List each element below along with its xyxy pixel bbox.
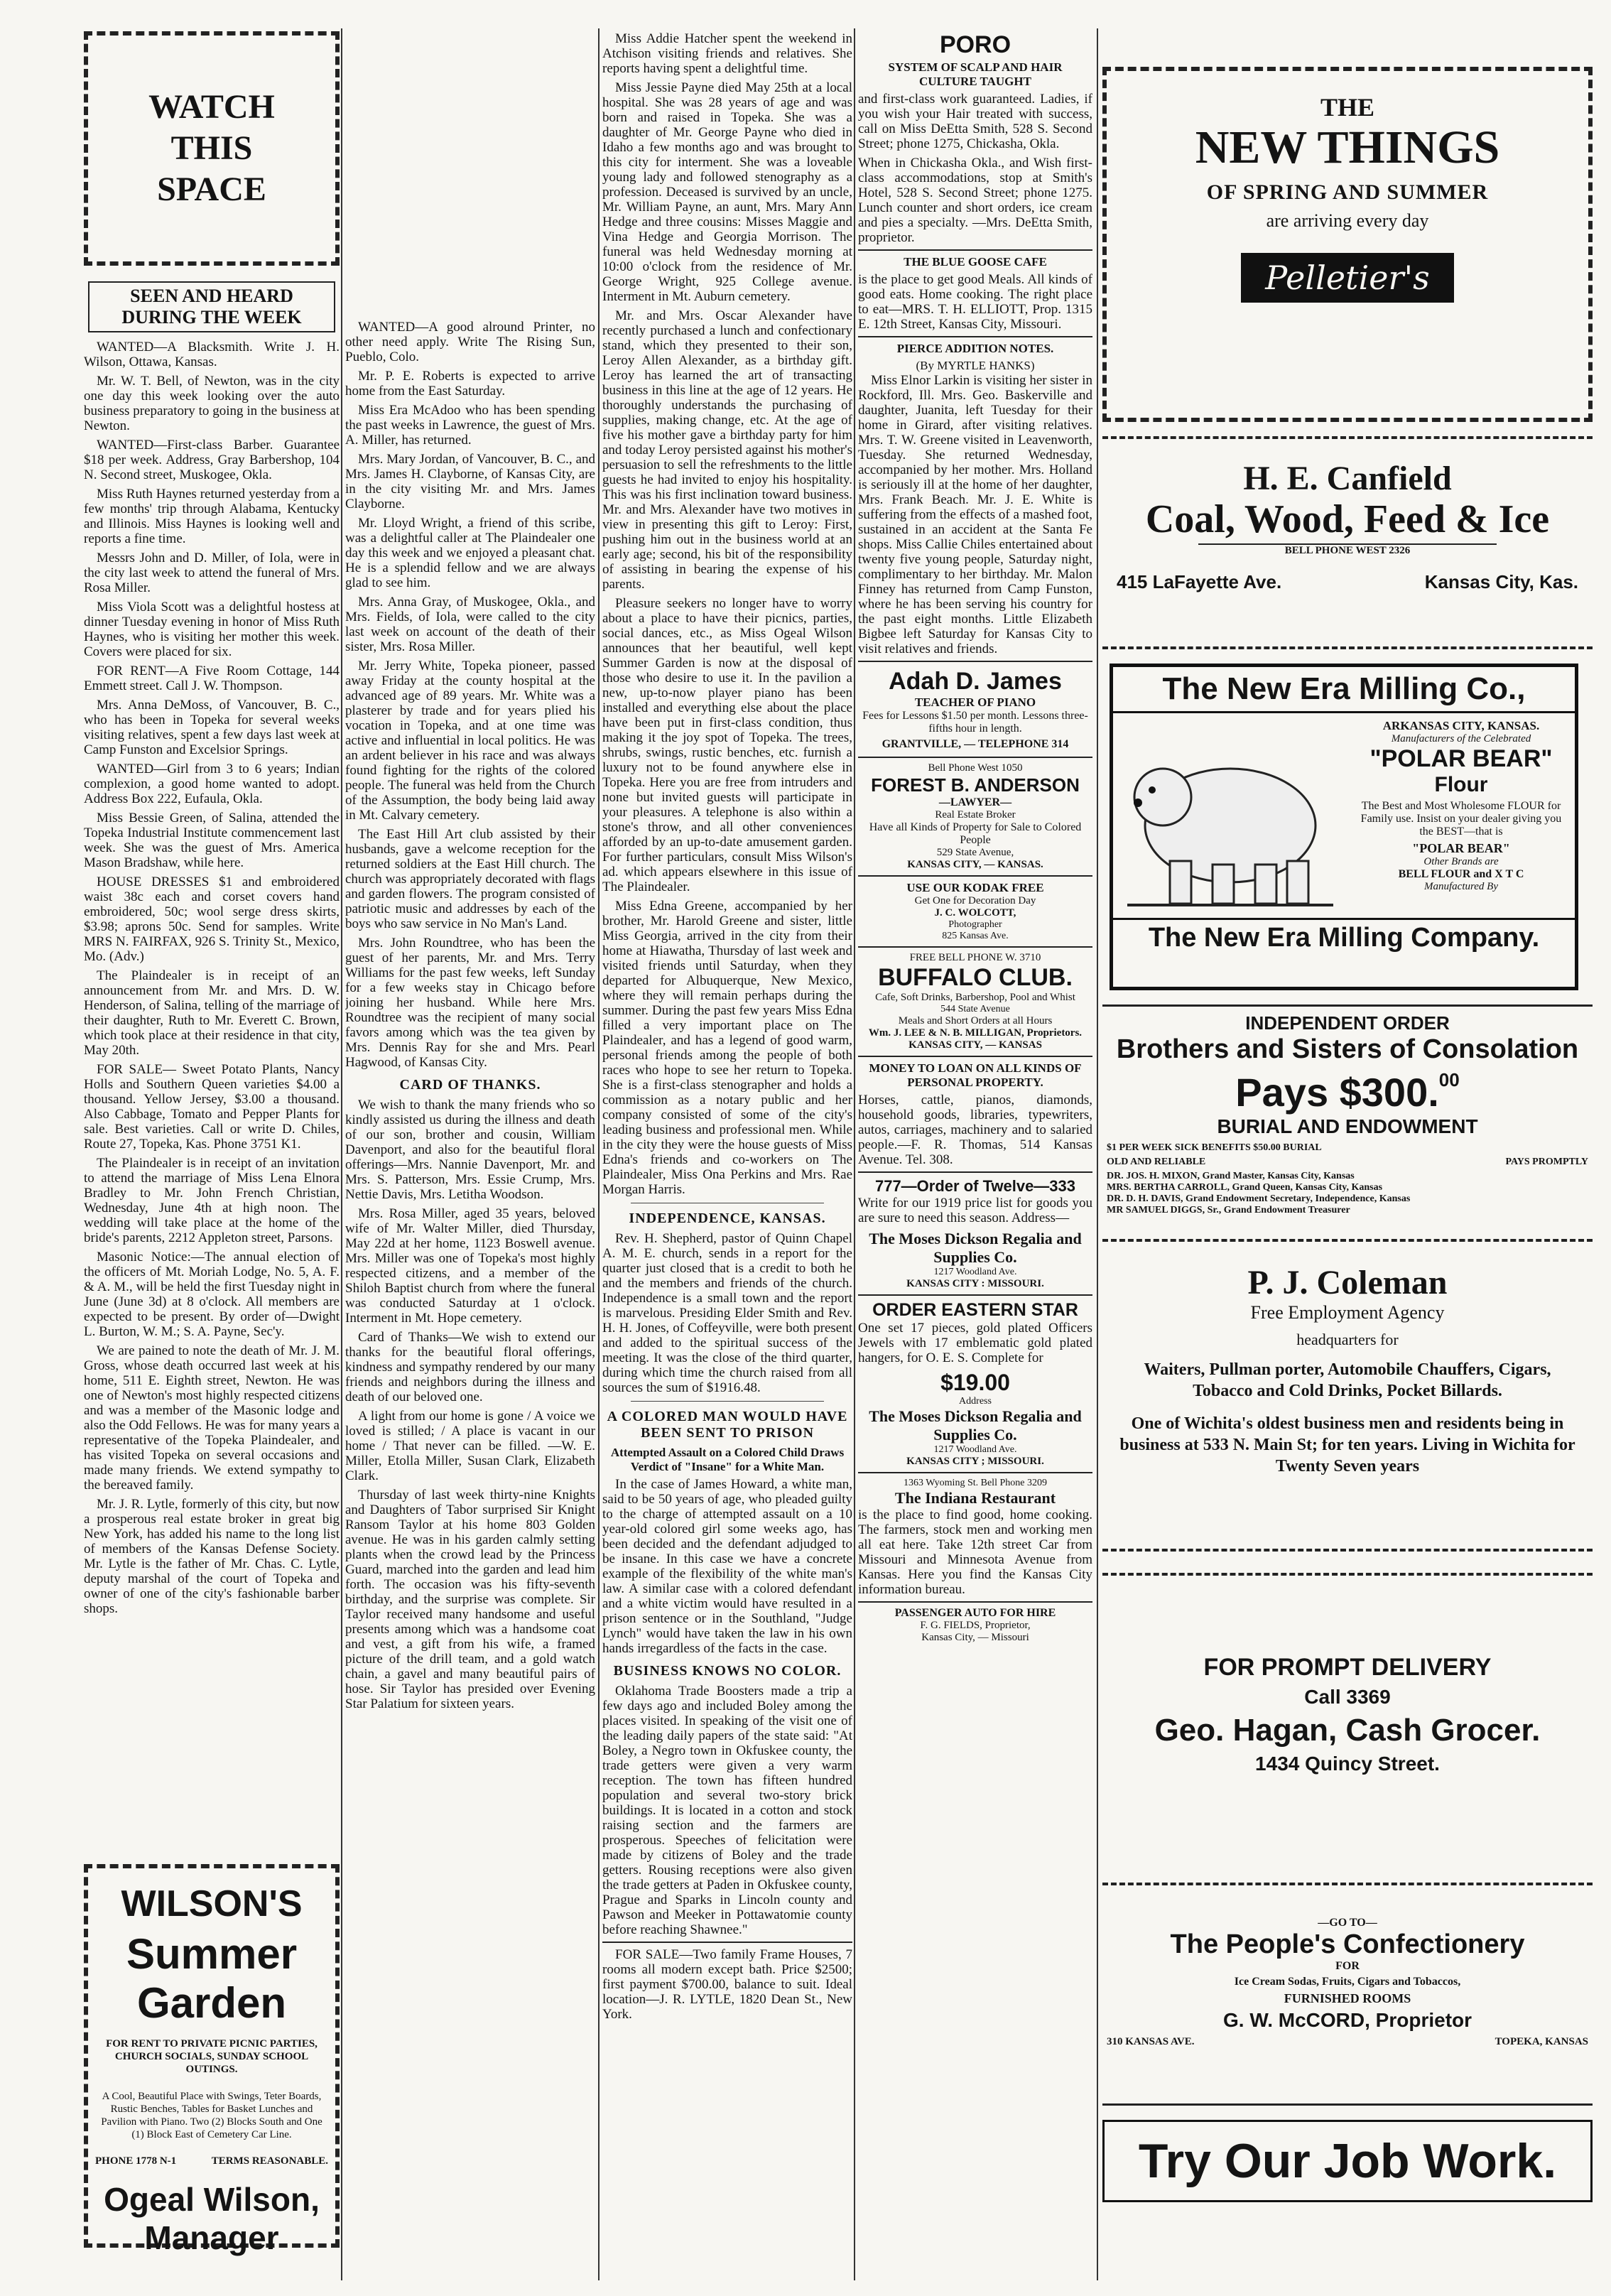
poro-title: PORO <box>939 31 1011 58</box>
buffalo-props: Wm. J. LEE & N. B. MILLIGAN, Proprietors. <box>868 1027 1083 1039</box>
people-items: Ice Cream Sodas, Fruits, Cigars and Tobaccos, <box>1234 1976 1461 1988</box>
hagan-name: Geo. Hagan, Cash Grocer. <box>1154 1713 1541 1748</box>
anderson-text: Have all Kinds of Property for Sale to Colored People <box>869 821 1082 846</box>
indiana-text: is the place to find good, home cooking. The farmers, stock men and working men all eat here. Take 12th street Car from Missouri and Minnesota Avenue from Kansas. Here you find the Kansas City information bureau. <box>858 1507 1092 1597</box>
anderson-ad <box>858 762 1092 871</box>
news-item: The Plaindealer is in receipt of an invitation to attend the marriage of Miss Lena Elnora Bradley to Mr. John French Christian, Wednesday, June 4th at high noon. The wedding will take place at the home of the bride's parents, 2212 Appleton street, Parsons. <box>84 1156 340 1245</box>
canfield-name: H. E. Canfield <box>1243 460 1452 497</box>
news-item: A light from our home is gone / A voice we loved is stilled; / A place is vacant in our home / That never can be filled. —W. E. Miller, Etolla Miller, Susan Clark, Elizabeth Clark. <box>345 1409 595 1483</box>
kodak-addr: 825 Kansas Ave. <box>942 931 1009 941</box>
milling-title: The New Era Milling Co., <box>1113 667 1575 713</box>
buffalo-name: BUFFALO CLUB. <box>878 964 1073 991</box>
news-items <box>602 31 852 1197</box>
blue-goose-title: THE BLUE GOOSE CAFE <box>904 255 1047 269</box>
poro-text: and first-class work guaranteed. Ladies, if you wish your Hair treated with success, call on Miss DeEtta Smith, 528 S. Second Street; phone 1275, Chickasha, Okla. <box>858 92 1092 151</box>
column-rule <box>854 28 855 2280</box>
new-things-ad <box>1102 67 1593 422</box>
news-item: Mr. Lloyd Wright, a friend of this scribe, was a delightful caller at The Plaindealer one day this week and we enjoyed a pleasant chat. He is a splendid fellow and we are always glad to see him. <box>345 516 595 590</box>
hagan-call: Call 3369 <box>1304 1686 1391 1708</box>
milling-bottom: The New Era Milling Company. <box>1113 918 1575 953</box>
kodak-ad <box>858 881 1092 942</box>
wilson-phone: PHONE 1778 N-1 <box>95 2155 177 2167</box>
news-item: WANTED—Girl from 3 to 6 years; Indian complexion, a good home wanted to adopt. Address Box 222, Eufaula, Okla. <box>84 762 340 806</box>
milling-other: Other Brands are <box>1423 856 1499 867</box>
hagan-addr: 1434 Quincy Street. <box>1255 1753 1440 1775</box>
news-item: Mr. J. R. Lytle, formerly of this city, but now a prosperous real estate broker in great big New York, has added his name to the long list of members of the Kansas Defense Society. Mr. Lytle is the father of Mr. Chas. C. Lytle, deputy marshal of the court of Topeka and owner of one of the city's fashionable barber shops. <box>84 1497 340 1616</box>
anderson-city: KANSAS CITY, — KANSAS. <box>907 859 1043 870</box>
eastern-star-title: ORDER EASTERN STAR <box>872 1300 1078 1320</box>
new-things-the: THE <box>1320 93 1375 121</box>
colored-man-sub: Attempted Assault on a Colored Child Draws Verdict of "Insane" for a White Man. <box>610 1446 845 1473</box>
anderson-role: —LAWYER— <box>938 796 1012 808</box>
business-title: BUSINESS KNOWS NO COLOR. <box>613 1663 842 1679</box>
money-title: MONEY TO LOAN ON ALL KINDS OF PERSONAL PROPERTY. <box>869 1061 1082 1089</box>
news-item: Mrs. Anna Gray, of Muskogee, Okla., and Mrs. Fields, of Iola, were called to the city last week on account of the death of their sister, Mrs. Rosa Miller. <box>345 595 595 654</box>
milling-loc: ARKANSAS CITY, KANSAS. <box>1382 719 1540 732</box>
news-item: Mr. W. T. Bell, of Newton, was in the city one day this week looking over the auto business preparatory to going in the business at Newton. <box>84 374 340 433</box>
card-of-thanks-text: We wish to thank the many friends who so kindly assisted us during the illness and death of our son, brother and cousin, William Davenport, and also for the beautiful floral offerings—Mrs. Nannie Davenport, Mr. and Mrs. S. Patterson, Mrs. Essie Crump, Mrs. Nettie Davis, Mrs. Letitha Woodson. <box>345 1098 595 1202</box>
canfield-title: Coal, Wood, Feed & Ice <box>1145 497 1550 541</box>
news-item: Mr. Jerry White, Topeka pioneer, passed away Friday at the county hospital at the advanced age of 89 years. Mr. White was a plasterer by trade and for years plied his vocation in Topeka, and at one time was active and influential in local politics. He was an ardent believer in his race and was always found fighting for the rights of the colored people. The funeral was held from the Church of the Assumption, the body being laid away in Mt. Calvary cemetery. <box>345 659 595 823</box>
column-rule <box>341 28 342 2280</box>
milling-other2: BELL FLOUR and X T C <box>1398 868 1524 880</box>
milling-text: The Best and Most Wholesome FLOUR for Family use. Insist on your dealer giving you the BEST—that is <box>1360 800 1562 838</box>
kodak-role: Photographer <box>948 919 1002 930</box>
news-item: Mrs. John Roundtree, who has been the guest of her parents, Mr. and Mrs. Terry Williams for the past few weeks, left Sunday for a few weeks stay in Chicago before joining her husband. While here Mrs. Roundtree was the recipient of many social favors among which was the tea given by Mrs. Dennis Ray for she and Mrs. Pearl Hagwood, of Kansas City. <box>345 936 595 1070</box>
column-2 <box>345 320 595 2096</box>
news-item: Miss Ruth Haynes returned yesterday from a few months' trip through Alabama, Kentucky and Illinois. Miss Haynes is looking well and reports a fine time. <box>84 487 340 546</box>
order-officer: DR. D. H. DAVIS, Grand Endowment Secretary, Independence, Kansas <box>1107 1193 1411 1204</box>
colored-man-title: A COLORED MAN WOULD HAVE BEEN SENT TO PRISON <box>607 1409 848 1441</box>
news-item: WANTED—A Blacksmith. Write J. H. Wilson, Ottawa, Kansas. <box>84 340 340 369</box>
anderson-phone: Bell Phone West 1050 <box>928 762 1023 774</box>
news-item: Mrs. Mary Jordan, of Vancouver, B. C., and Mrs. James H. Clayborne, of Kansas City, are in the city visiting Mr. and Mrs. James Clayborne. <box>345 452 595 511</box>
order-name: Brothers and Sisters of Consolation <box>1116 1034 1579 1064</box>
news-item: We are pained to note the death of Mr. J. M. Gross, whose death occurred last week at his home, 511 E. Eighth street, Newton. He was one of Newton's most highly respected citizens and was a member of the Masonic lodge and also the Odd Fellows. He was for many years a representative of the Topeka Plaindealer, and has visited Topeka on several occasions and made many friends. We extend sympathy to the bereaved family. <box>84 1343 340 1493</box>
column-rule <box>598 28 600 2280</box>
fields-name: F. G. FIELDS, Proprietor, <box>920 1620 1031 1631</box>
order-officers <box>1107 1171 1588 1216</box>
kodak-title: USE OUR KODAK FREE <box>906 881 1044 894</box>
wilson-manager: Ogeal Wilson, Manager <box>104 2181 320 2256</box>
new-things-sub2: are arriving every day <box>1266 210 1429 231</box>
people-prop: G. W. McCORD, Proprietor <box>1222 2009 1472 2031</box>
news-items <box>84 340 340 1616</box>
consolation-ad <box>1102 1004 1593 1232</box>
coleman-title: Free Employment Agency <box>1250 1302 1445 1323</box>
news-item: Mrs. Anna DeMoss, of Vancouver, B. C., who has been in Topeka for several weeks visiting relatives, spent a few days last week at Camp Funston and Excelsior Springs. <box>84 698 340 757</box>
colored-man-text: In the case of James Howard, a white man, said to be 50 years of age, who pleaded guilty to the charge of attempted assault on a 10 year-old colored girl some weeks ago, has been decided and the defendant adjudged to be insane. In this case we have a concrete example of the flexibility of the white man's law. A similar case with a colored defendant and a white victim would have resulted in a prison sentence or in the Southland, "Judge Lynch" would have taken the law in his own hands irregardless of the facts in the case. <box>602 1477 852 1656</box>
milling-flour: Flour <box>1434 773 1488 796</box>
buffalo-phone: FREE BELL PHONE W. 3710 <box>909 952 1041 963</box>
buffalo-text: Cafe, Soft Drinks, Barbershop, Pool and Whist <box>875 992 1075 1003</box>
people-goto: —GO TO— <box>1318 1917 1377 1929</box>
polar-bear-image <box>1113 719 1347 918</box>
news-item: Miss Edna Greene, accompanied by her brother, Mr. Harold Greene and sister, little Miss Georgia, arrived in the city from their home at Hiawatha, Thursday of last week and visited friends until Saturday, when they departed for Albuquerque, New Mexico, where they will remain perhaps during the summer. During the past few years Miss Edna filled a very important place on The Plaindealer, and has a legend of good warm, personal friends among the people of both races who hope to see her return to Topeka. She is a first-class stenographer and holds a commission as a notary public and her company consisted of some of the city's leading business and professional men. While in the city they were the house guests of Miss Edna's friends and co-workers on The Plaindealer, Miss Ona Perkins and Mrs. Rae Morgan Harris. <box>602 899 852 1197</box>
james-fees: Fees for Lessons $1.50 per month. Lessons three-fifths hour in length. <box>862 710 1088 735</box>
eastern-star-text: One set 17 pieces, gold plated Officers Jewels with 17 emblematic gold plated hangers, for O. E. S. Complete for <box>858 1321 1092 1365</box>
column-1 <box>84 31 340 2276</box>
james-role: TEACHER OF PIANO <box>914 695 1036 709</box>
business-text: Oklahoma Trade Boosters made a trip a few days ago and included Boley among the places visited. In speaking of the visit one of the leading daily papers of the state said: "At Boley, a Negro town in Okfuskee county, the trade getters were given a very warm reception. The town has fifteen hundred population and several two-story brick buildings. It is located in a cotton and stock raising section and the farmers are prosperous. Speeches of felicitation were made by citizens of Boley and the trade getters. Rousing receptions were also given the trade getters at Paden in Okfuskee county, Prague and Sparks in Lincoln county and Pawson and Meeker in Pottawatomie county before reaching Shawnee." <box>602 1684 852 1937</box>
column-5 <box>1102 31 1593 2290</box>
news-item: Miss Viola Scott was a delightful hostess at dinner Tuesday evening in honor of Miss Ruth Haynes, who is visiting her mother this week. Covers were placed for six. <box>84 600 340 659</box>
order-officer: DR. JOS. H. MIXON, Grand Master, Kansas City, Kansas <box>1107 1171 1355 1181</box>
canfield-addr: 415 LaFayette Ave. <box>1117 571 1282 592</box>
news-item: The Plaindealer is in receipt of an announcement from Mr. and Mrs. D. W. Henderson, of Salina, telling of the marriage of their daughter, Ruth to Mr. Everett C. Brown, which took place at their residence in that city, May 20th. <box>84 968 340 1058</box>
for-sale-text: FOR SALE—Two family Frame Houses, 7 rooms all modern except bath. Price $2500; first payment $700.00, balance to suit. Ideal location—J. R. LYTLE, 1820 Dean St., New York. <box>602 1947 852 2022</box>
regalia2-city: KANSAS CITY ; MISSOURI. <box>906 1456 1044 1467</box>
news-item: WANTED—A good alround Printer, no other need apply. Write The Rising Sun, Pueblo, Colo. <box>345 320 595 364</box>
news-item: Miss Era McAdoo who has been spending the past weeks in Lawrence, the guest of Mrs. A. Miller, has returned. <box>345 403 595 448</box>
card-of-thanks-title: CARD OF THANKS. <box>399 1077 541 1093</box>
wilson-name: Summer Garden <box>126 1930 298 2027</box>
order-week: $1 PER WEEK SICK BENEFITS $50.00 BURIAL <box>1107 1142 1322 1153</box>
anderson-broker: Real Estate Broker <box>935 809 1016 821</box>
wilson-ad <box>84 1864 340 2256</box>
fields-city: Kansas City, — Missouri <box>921 1632 1029 1643</box>
coleman-text: Waiters, Pullman porter, Automobile Chauffers, Cigars, Tobacco and Cold Drinks, Pocket Billards. <box>1144 1360 1551 1400</box>
order-ind: INDEPENDENT ORDER <box>1245 1012 1450 1034</box>
regalia2-addr: 1217 Woodland Ave. <box>933 1444 1017 1455</box>
order-burial: BURIAL AND ENDOWMENT <box>1217 1115 1478 1137</box>
column-4 <box>858 31 1092 2276</box>
news-item: Mr. and Mrs. Oscar Alexander have recently purchased a lunch and confectionary stand, which they presented to their son, Leroy Allen Alexander, as a birthday gift. Leroy has learned the art of transacting business in this line at the age of 12 years. He thoroughly understands the purchasing of supplies, making change, etc. At the age of five his mother gave a birthday party for him and today Leroy persisted against his mother's persuasion to sell the refreshments to the little guests he had invited to enjoy his hospitality. This was his first inclination toward business. Mr. and Mrs. Alexander have two motives in view in presenting this gift to Leroy: First, pushing him out in the business world at an early age; second, his bit of the responsibility of assisting in bearing the expense of his parents. <box>602 308 852 592</box>
news-items <box>345 320 595 1070</box>
coleman-name: P. J. Coleman <box>1247 1264 1448 1301</box>
kodak-sub: Get One for Decoration Day <box>914 895 1036 906</box>
james-ad <box>858 668 1092 751</box>
wilson-line1: FOR RENT TO PRIVATE PICNIC PARTIES, CHURCH SOCIALS, SUNDAY SCHOOL OUTINGS. <box>106 2038 318 2075</box>
milling-brand2: "POLAR BEAR" <box>1412 841 1510 855</box>
people-ad <box>1102 1907 1593 2106</box>
pelletiers-logo: Pelletier's <box>1241 253 1454 303</box>
milling-mfr: Manufacturers of the Celebrated <box>1391 733 1531 744</box>
order-officer: MRS. BERTHA CARROLL, Grand Queen, Kansas City, Kansas <box>1107 1182 1383 1193</box>
column-3 <box>602 31 852 2276</box>
poro-sub: SYSTEM OF SCALP AND HAIR CULTURE TAUGHT <box>888 60 1063 88</box>
milling-brand: "POLAR BEAR" <box>1369 745 1553 772</box>
people-name: The People's Confectionery <box>1170 1929 1525 1959</box>
regalia-name: The Moses Dickson Regalia and Supplies Co. <box>869 1230 1082 1266</box>
news-item: Mr. P. E. Roberts is expected to arrive home from the East Saturday. <box>345 369 595 399</box>
news-item: The East Hill Art club assisted by their husbands, gave a welcome reception for the returned soldiers at the East Hill church. The church was appropriately decorated with flags and garden flowers. The program consisted of patriotic music and addresses by each of the boys who saw service in No Man's Land. <box>345 827 595 931</box>
people-rooms: FURNISHED ROOMS <box>1284 1991 1411 2005</box>
james-name: Adah D. James <box>889 668 1062 695</box>
order-pays: Pays $300. <box>1235 1070 1439 1115</box>
independence-title: INDEPENDENCE, KANSAS. <box>629 1211 826 1226</box>
order-old: OLD AND RELIABLE <box>1107 1157 1206 1167</box>
regalia-addr: 1217 Woodland Ave. <box>933 1267 1017 1277</box>
order-prompt: PAYS PROMPTLY <box>1505 1157 1588 1167</box>
pierce-text: Miss Elnor Larkin is visiting her sister in Rockford, Ill. Mrs. Geo. Baskerville and daughter, Juanita, left Tuesday for their home in Girard, after visiting relatives. Mrs. T. W. Greene visited in Leavenworth, Tuesday. She returned Wednesday, accompanied by her mother. Mrs. Holland is seriously ill at the home of her daughter, Mrs. Frank Beach. Mr. J. E. White is suffering from the effects of a mashed foot, sustained in an accident at the Santa Fe shops. Miss Callie Chiles entertained about twenty five young people, Saturday night, complimentary to her birthday. Mr. Malon Finney has returned from Camp Funston, where he has been serving his country for the past eight months. Little Elizabeth Bigbee left Saturday for Kansas City to visit relatives and friends. <box>858 373 1092 656</box>
section-title: SEEN AND HEARD DURING THE WEEK <box>121 286 302 327</box>
eastern-star-price: $19.00 <box>940 1370 1010 1395</box>
buffalo-ad <box>858 952 1092 1051</box>
money-text: Horses, cattle, pianos, diamonds, household goods, libraries, typewriters, autos, carriages, machinery and to salaried people.—F. R. Thomas, 514 Kansas Avenue. Tel. 308. <box>858 1093 1092 1167</box>
canfield-city: Kansas City, Kas. <box>1424 571 1578 592</box>
news-item: Thursday of last week thirty-nine Knights and Daughters of Tabor surprised Sir Knight Ransom Taylor at his home 803 Golden avenue. He was in his garden calmly setting plants when the crowd lead by the Princess Guard, marched into the garden and lead him forth. The occasion was his fifty-seventh birthday, and the surprise was complete. Sir Taylor received many handsome and useful presents among which was a handsome coat and vest, a gift from his wife, a framed picture of the drill team, and a gold watch chain, a gavel and many beautiful pairs of hose. Sir Taylor has presided over Evening Star Palatium for sixteen years. <box>345 1488 595 1711</box>
news-item: Miss Jessie Payne died May 25th at a local hospital. She was 28 years of age and was born and raised in Topeka. She was a daughter of Mr. George Payne who died in Idaho a few months ago and was brought to this city for interment. She was a loveable young lady and followed stenography as a profession. Deceased is survived by an uncle, Mr. William Payne, an aunt, Mrs. Mary Ann Hedge and three cousins: Misses Maggie and Vina Hedge and Georgia Morrison. The funeral was held Wednesday morning at 10:00 o'clock from the residence of Mr. George Wright, 925 College avenue. Interment in Mt. Auburn cemetery. <box>602 80 852 304</box>
hagan-title: FOR PROMPT DELIVERY <box>1203 1654 1492 1681</box>
anderson-name: FOREST B. ANDERSON <box>871 774 1080 796</box>
news-item: Pleasure seekers no longer have to worry about a place to have their picnics, parties, social dances, etc., as Miss Ogeal Wilson announces that her beautiful, well kept Summer Garden is now at the disposal of those who desire to use it. In the pavilion a new, up-to-now player piano has been installed and everything else about the place have been put in first-class condition, thus making it the joy spot of Topeka. The trees, shrubs, swings, rustic benches, etc. furnish a luxury not to be found anywhere else in Topeka. Here you are free from intruders and none but invited guests will participate in your pleasures. A telephone is also within a stone's throw, and all other conveniences afforded by an up-to-date amusement garden. For further particulars, consult Miss Wilson's ad. which appears elsewhere in this issue of The Plaindealer. <box>602 596 852 894</box>
news-item: Masonic Notice:—The annual election of the officers of Mt. Moriah Lodge, No. 5, A. F. & A. M., will be held the first Tuesday night in June (June 3d) at 8 o'clock. All members are expected to be present. By order of—Dwight L. Burton, W. M.; S. A. Payne, Sec'y. <box>84 1250 340 1339</box>
indiana-top: 1363 Wyoming St. Bell Phone 3209 <box>904 1478 1047 1488</box>
fields-title: PASSENGER AUTO FOR HIRE <box>894 1607 1056 1619</box>
news-item: FOR SALE— Sweet Potato Plants, Nancy Holls and Southern Queen varieties $4.00 a thousand. Yellow Jersey, $3.00 a thousand. Also Cabbage, Tomato and Pepper Plants for sale. Best varieties. Call or write D. Chiles, Route 27, Topeka, Kas. Phone 3751 K1. <box>84 1062 340 1152</box>
poro-text2: When in Chickasha Okla., and Wish first-class accommodations, stop at Smith's Hotel, 528 S. Second Street; phone 1275. Lunch counter and short orders, ice cream and pies a specialty. —Mrs. DeEtta Smith, proprietor. <box>858 156 1092 245</box>
regalia-city: KANSAS CITY : MISSOURI. <box>906 1278 1044 1289</box>
column-rule <box>1097 28 1098 2280</box>
wilson-terms: TERMS REASONABLE. <box>211 2155 328 2167</box>
canfield-ad <box>1102 436 1593 649</box>
kodak-name: J. C. WOLCOTT, <box>934 907 1016 919</box>
james-addr: GRANTVILLE, — TELEPHONE 314 <box>882 738 1069 750</box>
coleman-text2: One of Wichita's oldest business men and residents being in business at 533 N. Main St; for ten years. Living in Wichita for Twenty Seven years <box>1119 1414 1575 1475</box>
people-addr: 310 KANSAS AVE. <box>1107 2036 1195 2047</box>
watch-space-ad <box>84 31 340 266</box>
canfield-phone: BELL PHONE WEST 2326 <box>1198 543 1497 557</box>
wilson-title: WILSON'S <box>121 1883 303 1924</box>
people-for: FOR <box>1335 1960 1360 1972</box>
people-city: TOPEKA, KANSAS <box>1495 2036 1588 2047</box>
news-item: Mrs. Rosa Miller, aged 35 years, beloved wife of Mr. Walter Miller, died Thursday, May 22d at her home, 1123 Boswell avenue. Mrs. Miller was one of Topeka's most highly respected citizens, and a member of the Shiloh Baptist church from where the funeral was conducted Saturday at 1 o'clock. Interment in Mt. Hope cemetery. <box>345 1206 595 1326</box>
independence-text: Rev. H. Shepherd, pastor of Quinn Chapel A. M. E. church, sends in a report for the quarter just closed that is a credit to both he and the members and friends of the church. Independence is a small town and the report is marvelous. Presiding Elder Smith and Rev. H. H. Jones, of Coffeyville, were both present and added to the spiritual success of the meeting. It was the close of the third quarter, during which time the church raised from all sources the sum of $1916.48. <box>602 1231 852 1395</box>
regalia2-name: The Moses Dickson Regalia and Supplies Co. <box>869 1407 1082 1444</box>
blue-goose-text: is the place to get good Meals. All kinds of good eats. Home cooking. The right place to eat—MRS. T. H. ELLIOTT, Prop. 1315 E. 12th Street, Kansas City, Missouri. <box>858 272 1092 332</box>
job-work-ad: Try Our Job Work. <box>1102 2120 1593 2202</box>
buffalo-addr: 544 State Avenue <box>940 1004 1010 1014</box>
news-items-2 <box>345 1206 595 1711</box>
order-twelve-text: Write for our 1919 price list for goods you are sure to need this season. Address— <box>858 1196 1092 1225</box>
news-item: Miss Addie Hatcher spent the weekend in Atchison visiting friends and relatives. She reports having spent a delightful time. <box>602 31 852 76</box>
coleman-hq: headquarters for <box>1296 1331 1399 1348</box>
wilson-line2: A Cool, Beautiful Place with Swings, Teter Boards, Rustic Benches, Tables for Basket Lunches and Pavilion with Piano. Two (2) Blocks South and One (1) Block East of Cemetery Car Line. <box>101 2091 322 2140</box>
hagan-ad <box>1102 1573 1593 1885</box>
eastern-star-addr: Address <box>959 1396 992 1407</box>
news-item: Miss Bessie Green, of Salina, attended the Topeka Industrial Institute commencement last week. She was the guest of Mrs. America Mason Bradshaw, while here. <box>84 811 340 870</box>
news-item: FOR RENT—A Five Room Cottage, 144 Emmett street. Call J. W. Thompson. <box>84 664 340 693</box>
buffalo-meals: Meals and Short Orders at all Hours <box>898 1015 1053 1027</box>
coleman-ad <box>1102 1239 1593 1552</box>
news-item: Card of Thanks—We wish to extend our thanks for the beautiful floral offerings, kindness and sympathy rendered by our many friends and neighbors during the illness and death of our beloved one. <box>345 1330 595 1404</box>
buffalo-city: KANSAS CITY, — KANSAS <box>908 1039 1042 1051</box>
news-item: WANTED—First-class Barber. Guarantee $18 per week. Address, Gray Barbershop, 104 N. Second street, Muskogee, Okla. <box>84 438 340 482</box>
order-twelve-title: 777—Order of Twelve—333 <box>874 1177 1076 1195</box>
pierce-byline: (By MYRTLE HANKS) <box>916 359 1035 372</box>
news-item: HOUSE DRESSES $1 and embroidered waist 38c each and corset covers hand embroidered, 50c; wool serge dress skirts, $3.98; aprons 50c. Send for samples. Write MRS N. FAIRFAX, 926 S. Trinity St., Mexico, Mo. (Adv.) <box>84 874 340 964</box>
order-officer: MR SAMUEL DIGGS, Sr., Grand Endowment Treasurer <box>1107 1205 1350 1215</box>
news-item: Messrs John and D. Miller, of Iola, were in the city last week to attend the funeral of Mrs. Rosa Miller. <box>84 551 340 595</box>
new-things-title: NEW THINGS <box>1195 121 1500 173</box>
indiana-name: The Indiana Restaurant <box>894 1489 1056 1507</box>
pierce-title: PIERCE ADDITION NOTES. <box>896 342 1054 355</box>
watch-space-text: WATCH THIS SPACE <box>148 88 275 208</box>
section-title-box <box>88 281 335 332</box>
milling-by: Manufactured By <box>1424 881 1498 892</box>
milling-ad <box>1110 664 1578 990</box>
order-cents: 00 <box>1438 1069 1460 1090</box>
new-things-sub: OF SPRING AND SUMMER <box>1206 180 1489 204</box>
anderson-addr: 529 State Avenue, <box>936 847 1014 858</box>
